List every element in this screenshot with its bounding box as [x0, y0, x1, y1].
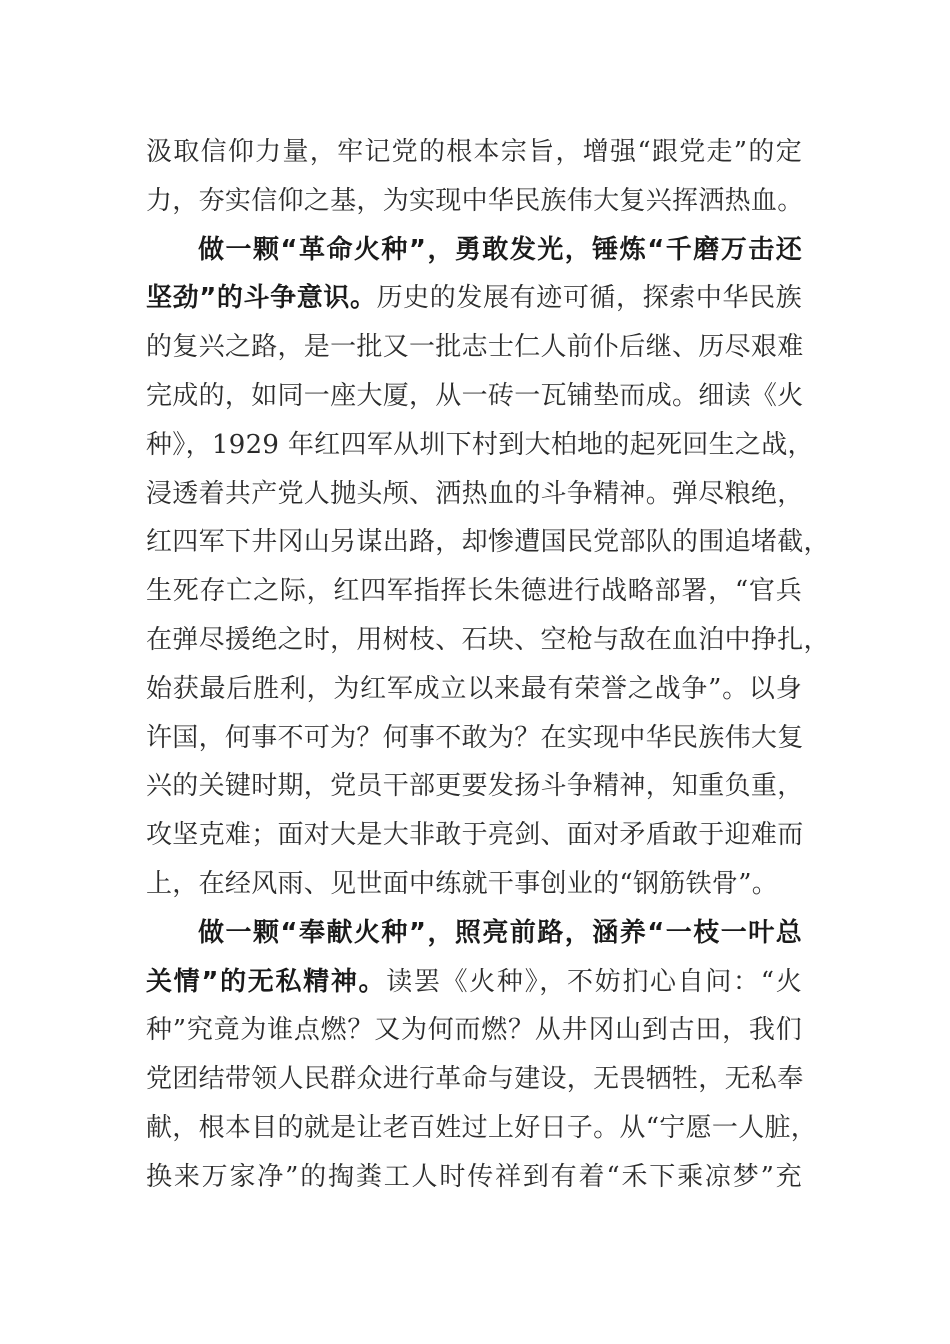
- paragraph-heading: 做一颗“奉献火种”，照亮前路，涵养“一枝一叶总: [198, 917, 802, 948]
- text-line: [146, 274, 802, 323]
- text-line: 汲取信仰力量，牢记党的根本宗旨，增强“跟党走”的定: [146, 137, 802, 167]
- text-span: 读罢《火种》，不妨扪心自问：“火: [386, 966, 803, 997]
- text-line: 始获最后胜利，为红军成立以来最有荣誉之战争”。以身: [146, 673, 802, 704]
- text-line: 红四军下井冈山另谋出路，却惨遭国民党部队的围追堵截，: [146, 527, 830, 558]
- text-line: 献，根本目的就是让老百姓过上好日子。从“宁愿一人脏，: [146, 1112, 818, 1143]
- text-line: 党团结带领人民群众进行革命与建设，无畏牺牲，无私奉: [146, 1064, 804, 1095]
- text-line: 许国，何事不可为？何事不敢为？在实现中华民族伟大复: [146, 722, 804, 753]
- paragraph-heading: 做一颗“革命火种”，勇敢发光，锤炼“千磨万击还: [198, 234, 802, 265]
- text-line: 换来万家净”的掏粪工人时传祥到有着“禾下乘凉梦”充: [146, 1161, 802, 1192]
- text-line: [146, 958, 802, 1007]
- paragraph-heading: 坚劲”的斗争意识。: [146, 283, 377, 314]
- text-line: 的复兴之路，是一批又一批志士仁人前仆后继、历尽艰难: [146, 332, 804, 363]
- text-line: 攻坚克难；面对大是大非敢于亮剑、面对矛盾敢于迎难而: [146, 820, 804, 851]
- text-line: 兴的关键时期，党员干部更要发扬斗争精神，知重负重，: [146, 771, 804, 802]
- text-line: 在弹尽援绝之时，用树枝、石块、空枪与敌在血泊中挣扎，: [146, 624, 830, 655]
- paragraph-heading: 关情”的无私精神。: [146, 966, 387, 997]
- text-line: 种》，1929 年红四军从圳下村到大柏地的起死回生之战，: [146, 429, 814, 460]
- text-line: 力，夯实信仰之基，为实现中华民族伟大复兴挥洒热血。: [146, 185, 804, 216]
- text-line: 生死存亡之际，红四军指挥长朱德进行战略部署，“官兵: [146, 576, 802, 607]
- text-span: 历史的发展有迹可循，探索中华民族: [376, 283, 802, 314]
- text-line: 种”究竟为谁点燃？又为何而燃？从井冈山到古田，我们: [146, 1015, 802, 1046]
- body-text: [146, 128, 830, 1202]
- text-line: 完成的，如同一座大厦，从一砖一瓦铺垫而成。细读《火: [146, 380, 804, 411]
- text-line: 浸透着共产党人抛头颅、洒热血的斗争精神。弹尽粮绝，: [146, 478, 804, 509]
- text-line: 上，在经风雨、见世面中练就干事创业的“钢筋铁骨”。: [146, 868, 779, 899]
